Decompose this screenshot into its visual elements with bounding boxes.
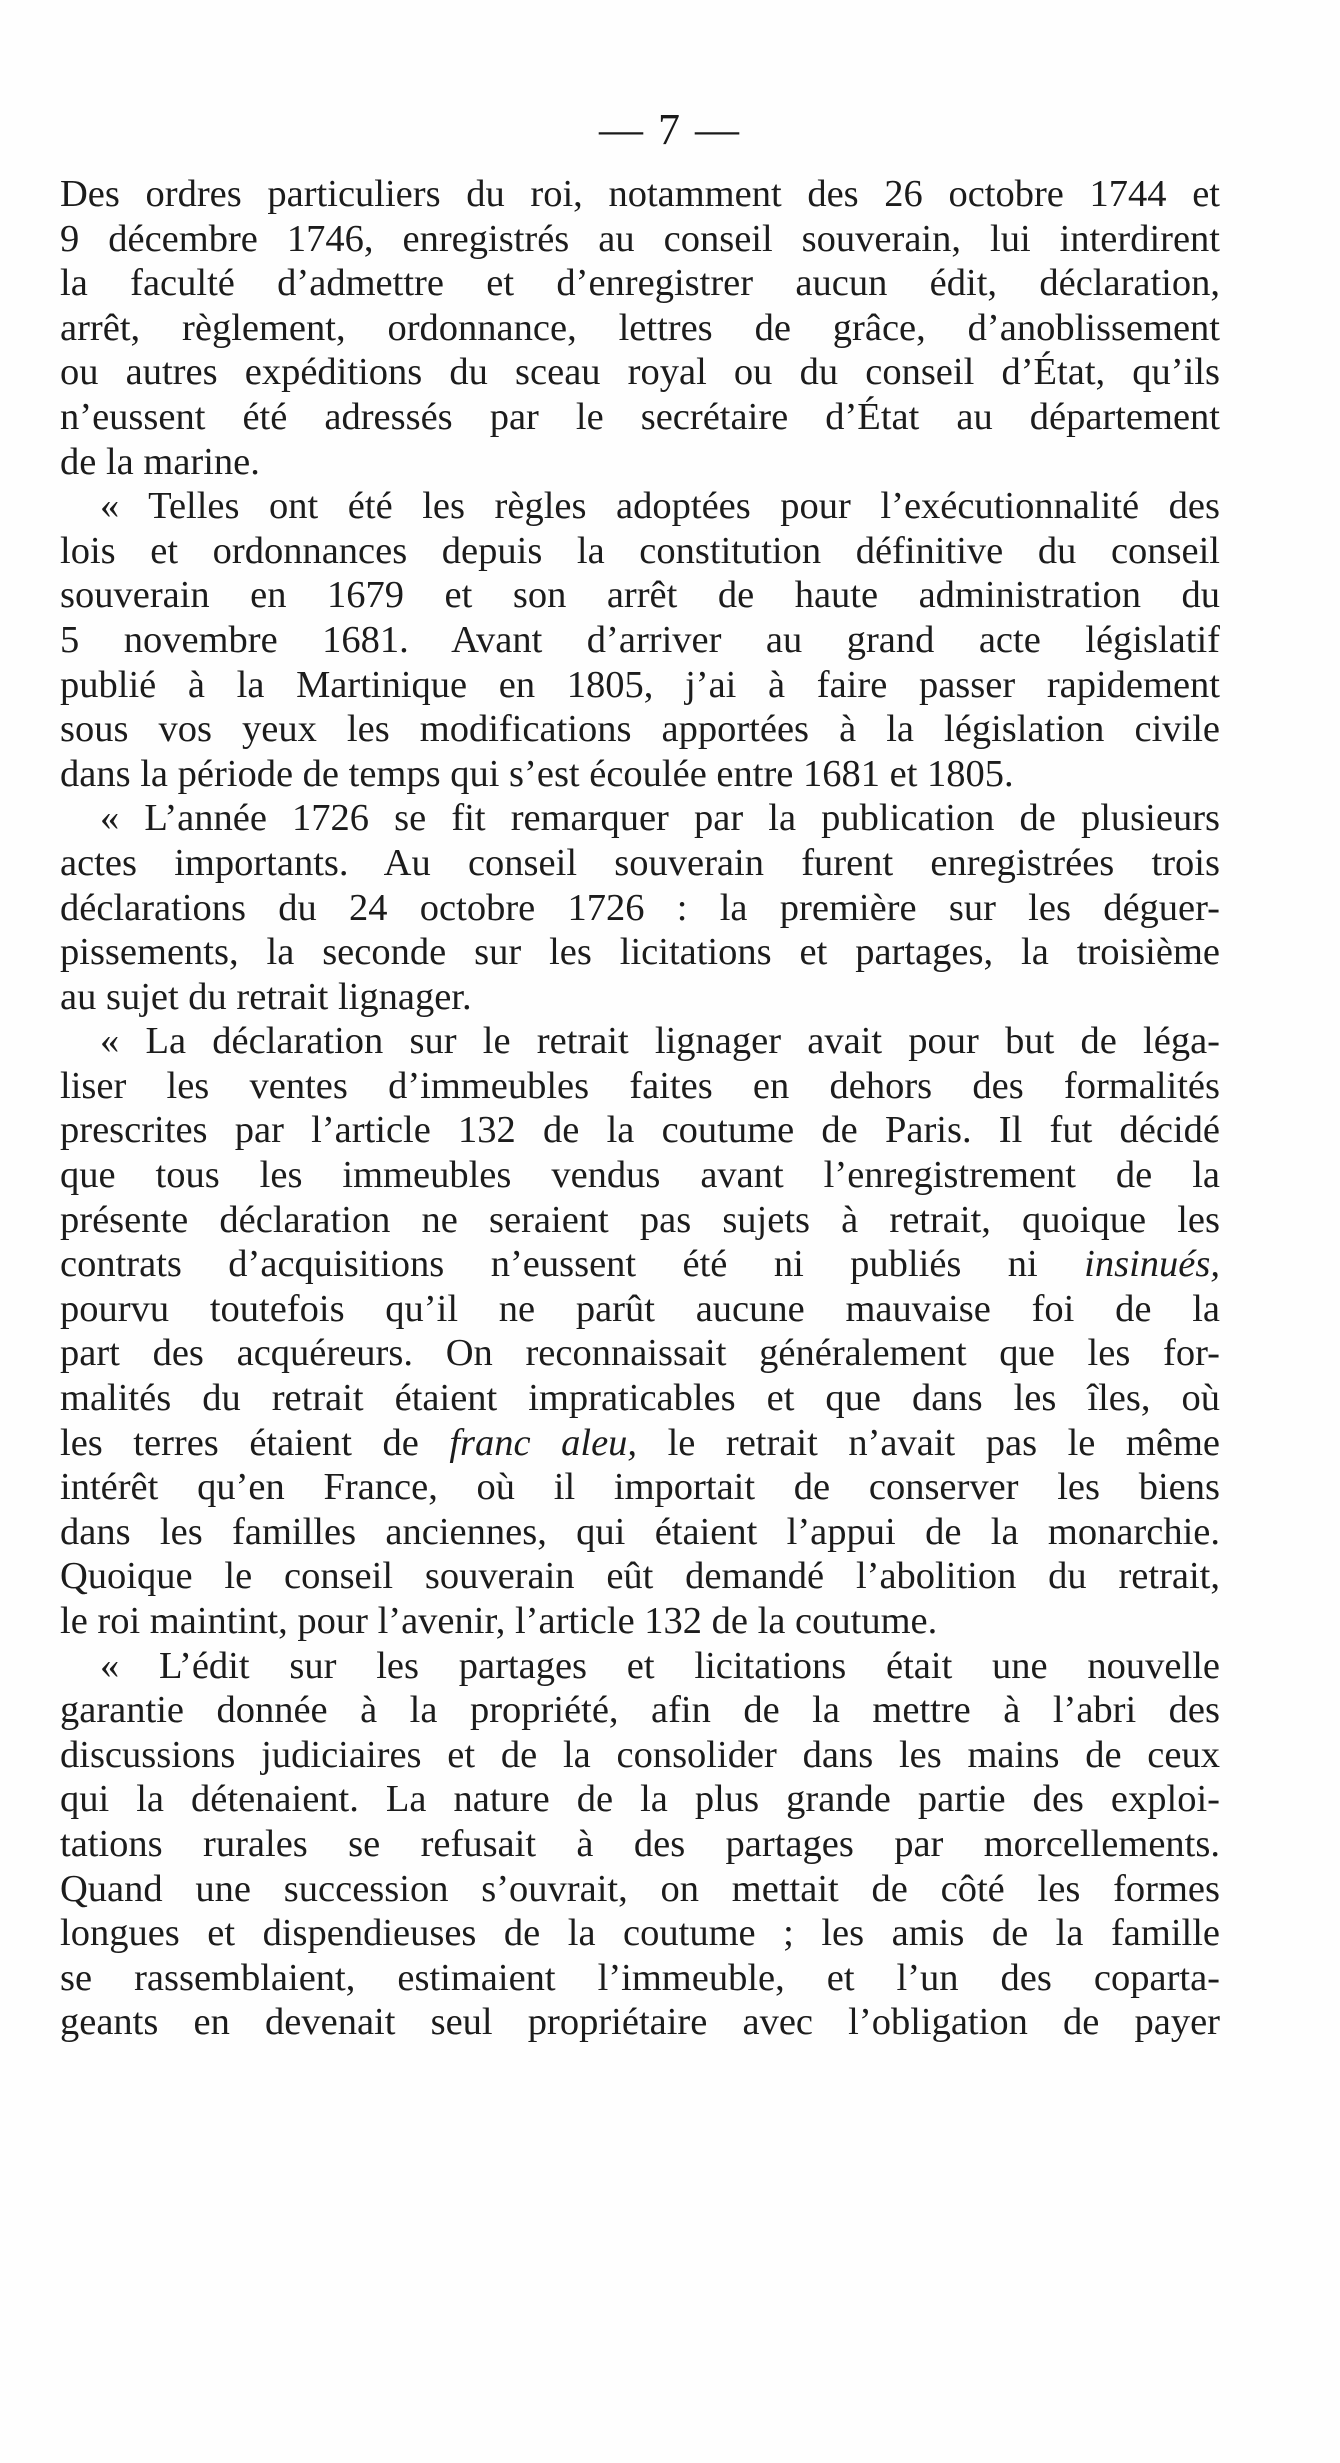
- text-line: [60, 1421, 1220, 1466]
- body-text: [60, 172, 1220, 2045]
- text-segment: les terres étaient de: [60, 1421, 450, 1464]
- text-line: actes importants. Au conseil souverain furent enregistrées trois: [60, 841, 1220, 884]
- text-line: pissements, la seconde sur les licitations et partages, la troisième: [60, 931, 1220, 974]
- paragraph-5: [60, 1644, 1220, 2045]
- text-line: ou autres expéditions du sceau royal ou du conseil d’État, qu’ils: [60, 351, 1220, 394]
- text-line: arrêt, règlement, ordonnance, lettres de grâce, d’anoblissement: [60, 306, 1220, 349]
- text-line: qui la détenaient. La nature de la plus grande partie des exploi-: [60, 1778, 1220, 1821]
- text-line: intérêt qu’en France, où il importait de conserver les biens: [60, 1466, 1220, 1509]
- italic-term: franc aleu,: [449, 1421, 638, 1464]
- text-line: « L’année 1726 se fit remarquer par la publication de plusieurs: [100, 797, 1220, 840]
- paragraph-1: [60, 172, 1220, 484]
- text-line: garantie donnée à la propriété, afin de la mettre à l’abri des: [60, 1689, 1220, 1732]
- text-line: le roi maintint, pour l’avenir, l’article 132 de la coutume.: [60, 1600, 938, 1642]
- text-line: que tous les immeubles vendus avant l’enregistrement de la: [60, 1154, 1220, 1197]
- text-line: Quoique le conseil souverain eût demandé l’abolition du retrait,: [60, 1555, 1220, 1598]
- text-line: [60, 1242, 1220, 1287]
- text-line: discussions judiciaires et de la consolider dans les mains de ceux: [60, 1733, 1220, 1776]
- text-line: présente déclaration ne seraient pas sujets à retrait, quoique les: [60, 1198, 1220, 1241]
- text-line: la faculté d’admettre et d’enregistrer aucun édit, déclaration,: [60, 262, 1220, 305]
- text-line: déclarations du 24 octobre 1726 : la première sur les déguer-: [60, 886, 1220, 929]
- text-line: « La déclaration sur le retrait lignager avait pour but de léga-: [100, 1020, 1220, 1063]
- text-line: lois et ordonnances depuis la constitution définitive du conseil: [60, 529, 1220, 572]
- text-line: liser les ventes d’immeubles faites en dehors des formalités: [60, 1064, 1220, 1107]
- text-line: pourvu toutefois qu’il ne parût aucune mauvaise foi de la: [60, 1287, 1220, 1330]
- text-line: n’eussent été adressés par le secrétaire d’État au département: [60, 395, 1220, 438]
- text-line: longues et dispendieuses de la coutume ; les amis de la famille: [60, 1912, 1220, 1955]
- page-number: — 7 —: [599, 105, 741, 154]
- text-line: Des ordres particuliers du roi, notamment des 26 octobre 1744 et: [60, 173, 1220, 215]
- text-line: « Telles ont été les règles adoptées pour l’exécutionnalité des: [100, 485, 1220, 528]
- text-segment: contrats d’acquisitions n’eussent été ni publiés ni: [60, 1243, 1085, 1286]
- paragraph-3: [60, 796, 1220, 1019]
- text-line: se rassemblaient, estimaient l’immeuble, et l’un des coparta-: [60, 1956, 1220, 1999]
- text-line: part des acquéreurs. On reconnaissait généralement que les for-: [60, 1332, 1220, 1375]
- text-line: tations rurales se refusait à des partages par morcellements.: [60, 1822, 1220, 1865]
- text-line: 5 novembre 1681. Avant d’arriver au grand acte législatif: [60, 618, 1220, 661]
- text-line: publié à la Martinique en 1805, j’ai à faire passer rapidement: [60, 663, 1220, 706]
- text-line: geants en devenait seul propriétaire avec l’obligation de payer: [60, 2001, 1220, 2044]
- italic-term: insinués,: [1084, 1243, 1220, 1286]
- paragraph-4: [60, 1019, 1220, 1643]
- text-line: Quand une succession s’ouvrait, on mettait de côté les formes: [60, 1867, 1220, 1910]
- text-segment: le retrait n’avait pas le même: [637, 1421, 1220, 1464]
- paragraph-2: [60, 484, 1220, 796]
- text-line: de la marine.: [60, 440, 260, 483]
- text-line: « L’édit sur les partages et licitations était une nouvelle: [100, 1644, 1220, 1687]
- text-line: au sujet du retrait lignager.: [60, 975, 472, 1018]
- text-line: prescrites par l’article 132 de la coutume de Paris. Il fut décidé: [60, 1109, 1220, 1152]
- text-line: 9 décembre 1746, enregistrés au conseil souverain, lui interdirent: [60, 217, 1220, 260]
- text-line: dans la période de temps qui s’est écoulée entre 1681 et 1805.: [60, 752, 1014, 795]
- text-line: malités du retrait étaient impraticables et que dans les îles, où: [60, 1377, 1220, 1420]
- text-line: souverain en 1679 et son arrêt de haute administration du: [60, 574, 1220, 617]
- text-line: sous vos yeux les modifications apportées à la législation civile: [60, 708, 1220, 751]
- text-line: dans les familles anciennes, qui étaient l’appui de la monarchie.: [60, 1510, 1220, 1553]
